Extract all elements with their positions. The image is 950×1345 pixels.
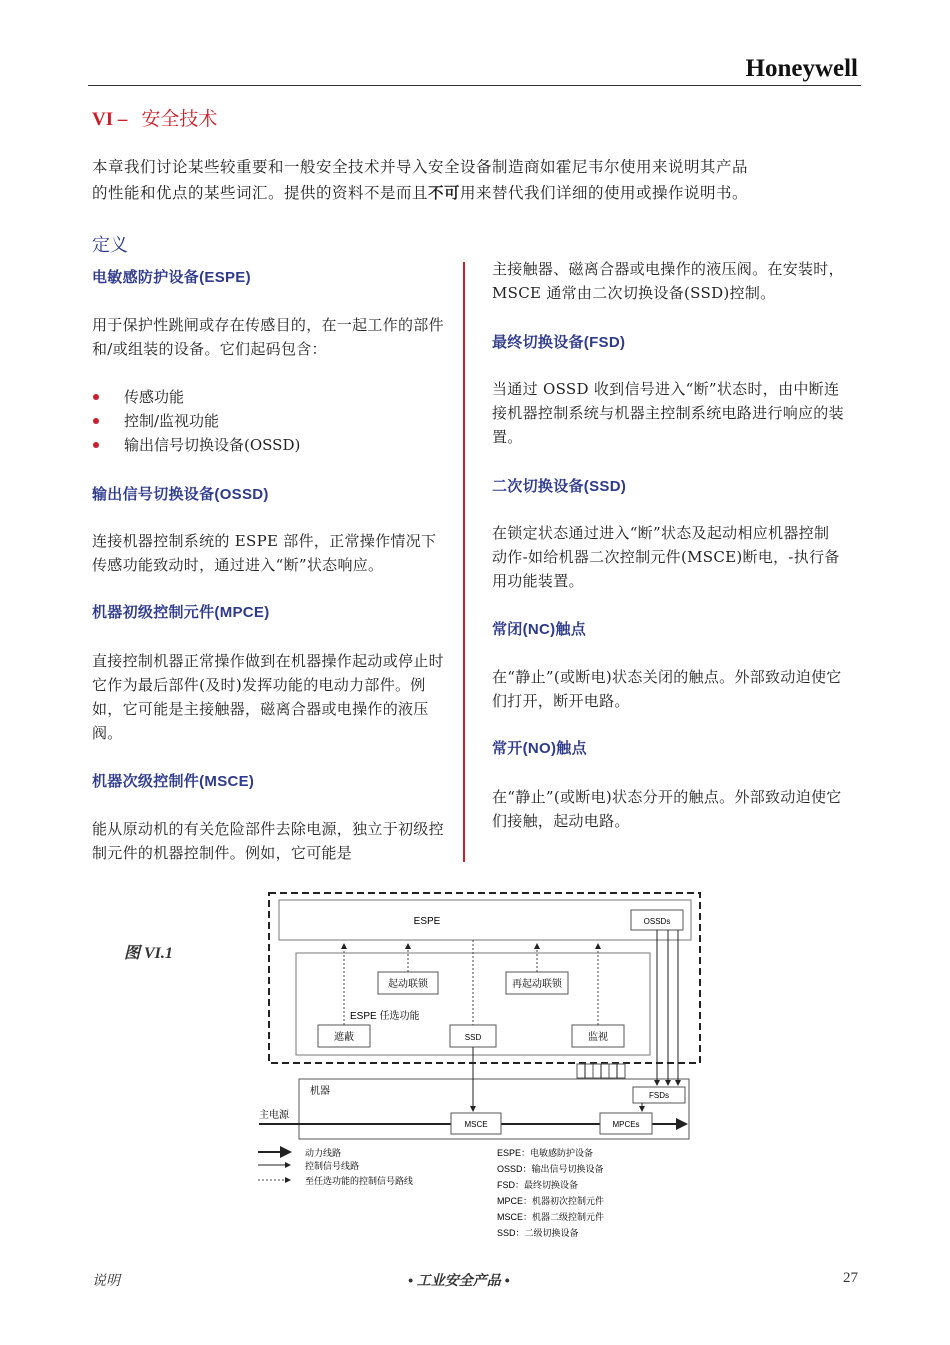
fsds-label: FSDs — [649, 1091, 669, 1100]
start-interlock-label: 起动联锁 — [388, 979, 428, 990]
bullet-item: 传感功能 — [92, 385, 442, 409]
ossd-heading: 输出信号切换设备(OSSD) — [92, 486, 269, 503]
optional-functions-label: ESPE 任选功能 — [350, 1011, 420, 1022]
section-number: VI – — [92, 109, 128, 130]
brand-logo: Honeywell — [745, 55, 858, 82]
fsd-definition: 当通过 OSSD 收到信号进入“断”状态时，由中断连接机器控制系统与机器主控制系统电路进行响应的装置。 — [492, 380, 844, 446]
figure-label: 图 VI.1 — [124, 945, 173, 962]
monitoring-label: 监视 — [588, 1032, 608, 1043]
nc-definition: 在“静止”(或断电)状态关闭的触点。外部致动迫使它们打开，断开电路。 — [492, 668, 842, 710]
machine-label: 机器 — [310, 1086, 330, 1097]
nc-heading: 常闭(NC)触点 — [492, 621, 587, 638]
ssd-label: SSD — [464, 1033, 482, 1042]
ossd-definition: 连接机器控制系统的 ESPE 部件，正常操作情况下传感功能致动时，通过进入“断”状态响应。 — [92, 532, 437, 574]
legend-control-text: 控制信号线路 — [305, 1161, 360, 1171]
legend-power-text: 动力线路 — [305, 1148, 342, 1158]
msce-definition-continued: 主接触器、磁离合器或电操作的液压阀。在安装时，MSCE 通常由二次切换设备(SSD)控制。 — [492, 260, 844, 302]
ssd-heading: 二次切换设备(SSD) — [492, 478, 627, 495]
intro-emphasis: 不可 — [428, 183, 461, 202]
fsd-heading: 最终切换设备(FSD) — [492, 334, 626, 351]
espe-definition: 用于保护性跳闸或存在传感目的，在一起工作的部件和/或组装的设备。它们起码包含： — [92, 316, 444, 358]
intro-line-2-end: 用来替代我们详细的使用或操作说明书。 — [460, 184, 749, 202]
main-power-label: 主电源 — [259, 1110, 289, 1121]
abbr-ossd: OSSD：输出信号切换设备 — [497, 1164, 604, 1174]
no-heading: 常开(NO)触点 — [492, 740, 587, 757]
intro-line-1: 本章我们讨论某些较重要和一般安全技术并导入安全设备制造商如霍尼韦尔使用来说明其产品 — [92, 158, 749, 176]
section-title-text: 安全技术 — [141, 109, 218, 130]
legend-optional-text: 至任选功能的控制信号路线 — [305, 1176, 414, 1186]
footer-center-text: • 工业安全产品 • — [408, 1272, 510, 1288]
ssd-definition: 在锁定状态通过进入“断”状态及起动相应机器控制动作-如给机器二次控制元件(MSCE)断电，-执行备用功能装置。 — [492, 524, 840, 590]
muting-label: 遮蔽 — [334, 1032, 354, 1043]
abbr-espe: ESPE：电敏感防护设备 — [497, 1148, 594, 1158]
bullet-item: 控制/监视功能 — [92, 409, 442, 433]
msce-definition: 能从原动机的有关危险部件去除电源，独立于初级控制元件的机器控制件。例如，它可能是 — [92, 820, 444, 862]
espe-box-label: ESPE — [413, 916, 441, 927]
msce-label: MSCE — [464, 1120, 488, 1129]
ossds-label: OSSDs — [643, 917, 671, 926]
abbr-fsd: FSD：最终切换设备 — [497, 1180, 579, 1190]
mpces-label: MPCEs — [612, 1120, 640, 1129]
msce-heading: 机器次级控制件(MSCE) — [92, 773, 255, 790]
definitions-heading: 定义 — [92, 235, 128, 255]
page-number: 27 — [843, 1270, 858, 1286]
footer-left-text: 说明 — [92, 1273, 120, 1289]
no-definition: 在“静止”(或断电)状态分开的触点。外部致动迫使它们接触，起动电路。 — [492, 788, 842, 830]
abbr-msce: MSCE：机器二级控制元件 — [497, 1212, 605, 1222]
bullet-item: 输出信号切换设备(OSSD) — [92, 433, 442, 457]
espe-heading: 电敏感防护设备(ESPE) — [92, 269, 251, 286]
abbr-mpce: MPCE：机器初次控制元件 — [497, 1196, 605, 1206]
intro-line-2-start: 的性能和优点的某些词汇。提供的资料不是而且 — [92, 184, 429, 202]
espe-box — [279, 900, 691, 940]
mpce-definition: 直接控制机器正常操作做到在机器操作起动或停止时它作为最后部件(及时)发挥功能的电动力部件。例如，它可能是主接触器，磁离合器或电操作的液压阀。 — [92, 652, 444, 742]
restart-interlock-label: 再起动联锁 — [512, 979, 562, 990]
abbr-ssd: SSD：二级切换设备 — [497, 1228, 579, 1238]
mpce-heading: 机器初级控制元件(MPCE) — [92, 604, 270, 621]
